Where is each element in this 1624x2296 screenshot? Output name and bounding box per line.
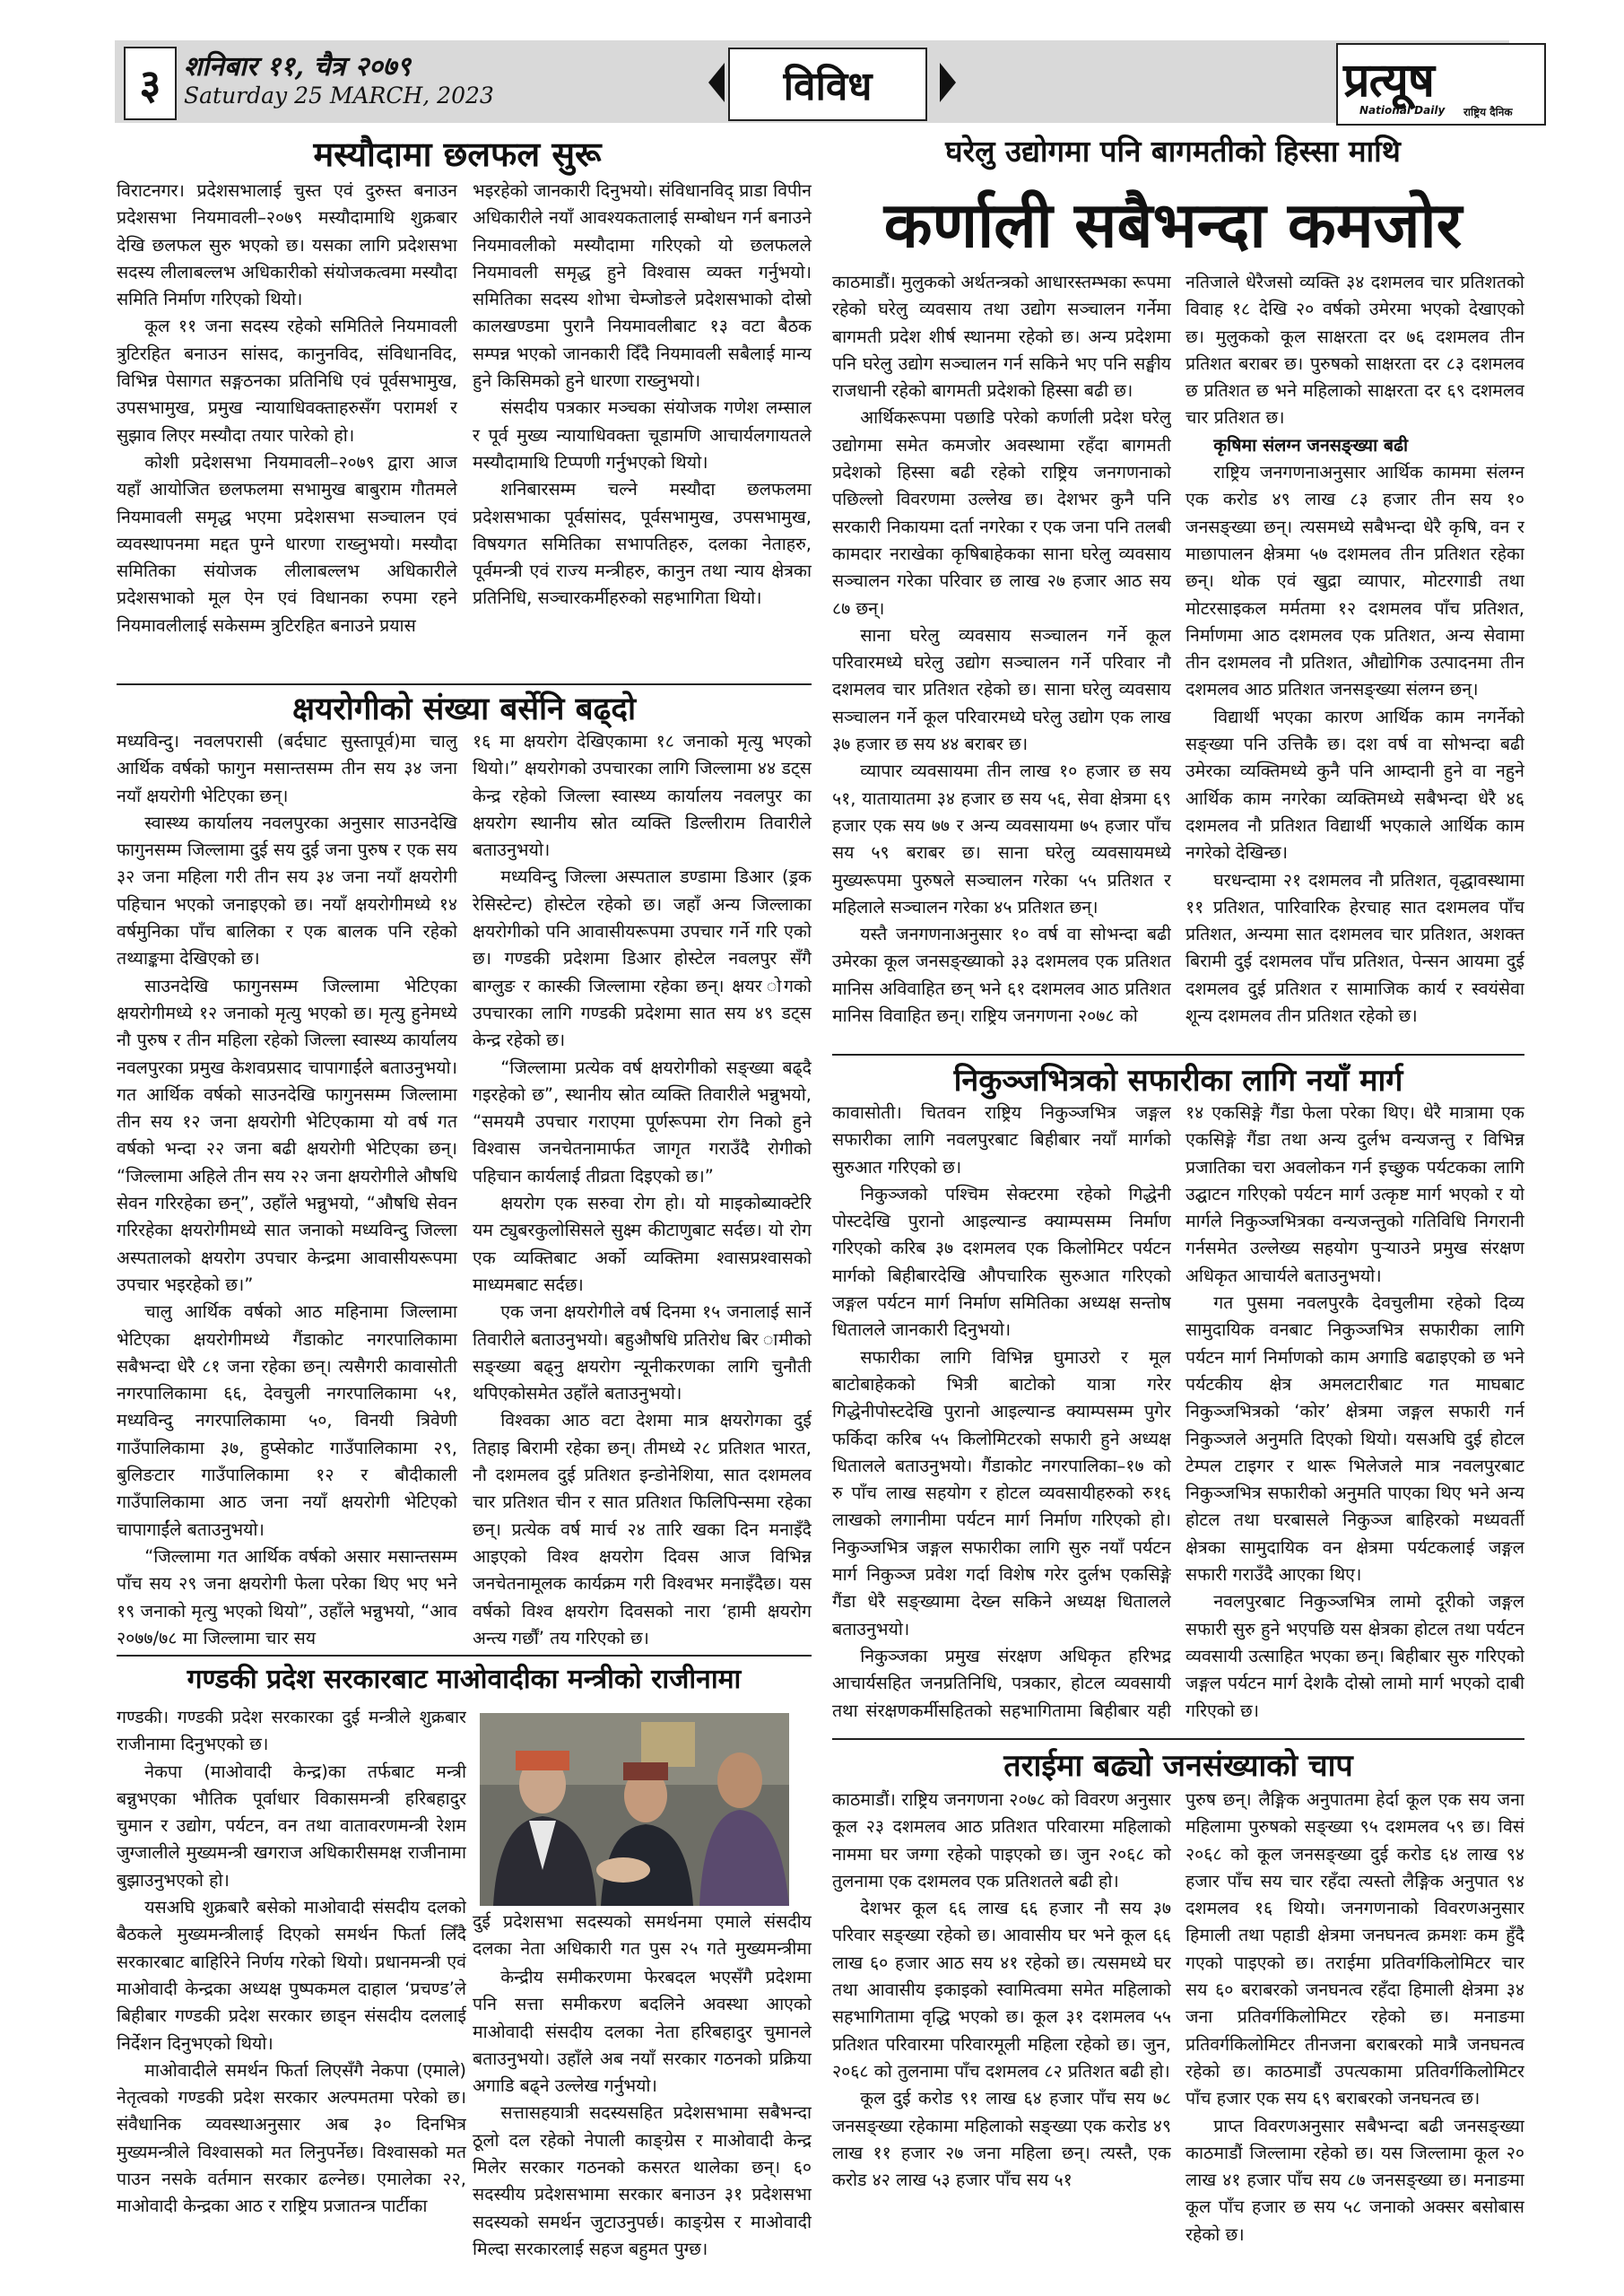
paragraph: घरधन्दामा २१ दशमलव नौ प्रतिशत, वृद्धावस्थामा ११ प्रतिशत, पारिवारिक हेरचाह सात दशमलव पाँच प्रतिशत, अन्यमा सात दशमलव चार प्रतिशत, अशक्त बिरामी दुई दशमलव पाँच प्रतिशत, पेन्सन आयमा दुई दशमलव दुई प्रतिशत र सामाजिक कार्य र स्वयंसेवा शून्य दशमलव तीन प्रतिशत रहेको छ। (1185, 869, 1524, 1027)
a4-col2 (1185, 269, 1524, 1049)
paragraph: निकुञ्जका प्रमुख संरक्षण अधिकृत हरिभद्र आचार्यसहित जनप्रतिनिधि, पत्रकार, होटल व्यवसायी तथा संरक्षणकर्मीसहितको सहभागितामा बिहीबार यही (832, 1645, 1171, 1721)
page-number: ३ (124, 47, 177, 120)
logo-text: प्रत्यूष (1343, 54, 1434, 108)
paragraph: व्यापार व्यवसायमा तीन लाख १० हजार छ सय ५१, यातायातमा ३४ हजार छ सय ५६, सेवा क्षेत्रमा ६९ हजार एक सय ७७ र अन्य व्यवसायमा ७५ हजार पाँच सय ५९ बराबर छ। साना घरेलु व्यवसायमध्ये मुख्यरूपमा पुरुषले सञ्चालन गरेका ५५ प्रतिशत र महिलाले सञ्चालन गरेका ४५ प्रतिशत छन्। (832, 761, 1171, 918)
paragraph: १६ मा क्षयरोग देखिएकामा १८ जनाको मृत्यु भएको थियो।” क्षयरोगको उपचारका लागि जिल्लामा ४४ डट्स केन्द्र रहेको जिल्ला स्वास्थ्य कार्यालय नवलपुर का क्षयरोग स्थानीय स्रोत व्यक्ति डिल्लीराम तिवारीले बताउनुभयो। (473, 731, 812, 861)
paragraph: कावासोती। चितवन राष्ट्रिय निकुञ्जभित्र जङ्गल सफारीका लागि नवलपुरबाट बिहीबार नयाँ मार्गको सुरुआत गरिएको छ। (832, 1102, 1171, 1178)
a6-col1 (832, 1787, 1171, 2278)
paragraph: स्वास्थ्य कार्यालय नवलपुरका अनुसार साउनदेखि फागुनसम्म जिल्लामा दुई सय दुई जना पुरुष र एक सय ३२ जना महिला गरी तीन सय ३४ जना नयाँ क्षयरोगी पहिचान भएको जनाइएको छ। नयाँ क्षयरोगीमध्ये १४ वर्षमुनिका पाँच बालिका र एक बालक पनि रहेको तथ्याङ्कमा देखिएको छ। (117, 812, 457, 970)
paragraph: मध्यविन्दु जिल्ला अस्पताल डण्डामा डिआर (ड्रक रेसिस्टेन्ट) होस्टेल रहेको छ। जहाँ अन्य जिल्लाका क्षयरोगीको पनि आवासीयरूपमा उपचार गर्ने गरि एको छ। गण्डकी प्रदेशमा डिआर होस्टेल नवलपुर सँगै बाग्लुङ र कास्की जिल्लामा रहेका छन्। क्षयर ोगको उपचारका लागि गण्डकी प्रदेशमा सात सय ४९ डट्स केन्द्र रहेको छ। (473, 866, 812, 1051)
divider (832, 1054, 1524, 1056)
a3-headline: गण्डकी प्रदेश सरकारबाट माओवादीका मन्त्रीको राजीनामा (187, 1664, 742, 1695)
paragraph: विराटनगर। प्रदेशसभालाई चुस्त एवं दुरुस्त बनाउन प्रदेशसभा नियमावली–२०७९ मस्यौदामाथि शुक्रबार देखि छलफल सुरु भएको छ। यसका लागि प्रदेशसभा सदस्य लीलाबल्लभ अधिकारीको संयोजकत्वमा मस्यौदा समिति निर्माण गरिएको थियो। (117, 180, 457, 310)
paragraph: सफारीका लागि विभिन्न घुमाउरो र मूल बाटोबाहेकको भित्री बाटोको यात्रा गरेर गिद्धेनीपोस्टदेखि पुरानो आइल्यान्ड क्याम्पसम्म पुगेर फर्किदा करिब ५५ किलोमिटरको सफारी हुने अध्यक्ष धितालले बताउनुभयो। गैंडाकोट नगरपालिका–१७ को रु पाँच लाख सहयोग र होटल व्यवसायीहरुको रु१६ लाखको लगानीमा पर्यटन मार्ग निर्माण गरिएको हो। निकुञ्जभित्र जङ्गल सफारीका लागि सुरु नयाँ पर्यटन मार्ग निकुञ्ज प्रवेश गर्दा विशेष गरेर दुर्लभ एकसिङ्गे गैंडा धेरै सङ्ख्यामा देख्न सकिने अध्यक्ष धितालले बताउनुभयो। (832, 1346, 1171, 1639)
paragraph: सत्तासहयात्री सदस्यसहित प्रदेशसभामा सबैभन्दा ठूलो दल रहेको नेपाली काङ्ग्रेस र माओवादी केन्द्र मिलेर सरकार गठनको कसरत थालेका छन्। ६० सदस्यीय प्रदेशसभामा सरकार बनाउन ३१ प्रदेशसभा सदस्यको समर्थन जुटाउनुपर्छ। काङ्ग्रेस र माओवादी मिल्दा सरकारलाई सहज बहुमत पुग्छ। (473, 2102, 812, 2259)
paragraph: राष्ट्रिय जनगणनाअनुसार आर्थिक काममा संलग्न एक करोड ४९ लाख ८३ हजार तीन सय १० जनसङ्ख्या छन्। त्यसमध्ये सबैभन्दा धेरै कृषि, वन र माछापालन क्षेत्रमा ५७ दशमलव तीन प्रतिशत रहेका छन्। थोक एवं खुद्रा व्यापार, मोटरगाडी तथा मोटरसाइकल मर्मतमा १२ दशमलव पाँच प्रतिशत, निर्माणमा आठ दशमलव एक प्रतिशत, अन्य सेवामा तीन दशमलव नौ प्रतिशत, औद्योगिक उत्पादनमा तीन दशमलव आठ प्रतिशत जनसङ्ख्या संलग्न छन्। (1185, 462, 1524, 700)
paragraph: नवलपुरबाट निकुञ्जभित्र लामो दूरीको जङ्गल सफारी सुरु हुने भएपछि यस क्षेत्रका होटल तथा पर्यटन व्यवसायी उत्साहित भएका छन्। बिहीबार सुरु गरिएको जङ्गल पर्यटन मार्ग देशकै दोस्रो लामो मार्ग भएको दाबी गरिएको छ। (1185, 1591, 1524, 1721)
subheading: कृषिमा संलग्न जनसङ्ख्या बढी (1213, 434, 1409, 456)
a6-headline: तराईमा बढ्यो जनसंख्याको चाप (1003, 1748, 1353, 1784)
caption-text: दुई प्रदेशसभा सदस्यको समर्थनमा एमाले संसदीय दलका नेता अधिकारी गत पुस २५ गते मुख्यमन्त्रीमा (473, 1911, 812, 1960)
paragraph: यसअघि शुक्रबारै बसेको माओवादी संसदीय दलको बैठकले मुख्यमन्त्रीलाई दिएको समर्थन फिर्ता लिँदै सरकारबाट बाहिरिने निर्णय गरेको थियो। प्रधानमन्त्री एवं माओवादी केन्द्रका अध्यक्ष पुष्पकमल दाहाल ‘प्रचण्ड’ले बिहीबार गण्डकी प्रदेश सरकार छाड्न संसदीय दललाई निर्देशन दिनुभएको थियो। (117, 1897, 466, 2054)
paragraph: प्राप्त विवरणअनुसार सबैभन्दा बढी जनसङ्ख्या काठमाडौं जिल्लामा रहेको छ। यस जिल्लामा कूल २० लाख ४१ हजार पाँच सय ८७ जनसङ्ख्या छ। मनाङमा कूल पाँच हजार छ सय ५८ जनाको अक्सर बसोबास रहेको छ। (1185, 2115, 1524, 2245)
divider (117, 1655, 812, 1657)
a4-headline: कर्णाली सबैभन्दा कमजोर (883, 188, 1463, 262)
a2-col2 (473, 728, 812, 1649)
divider (832, 1738, 1524, 1740)
paragraph: “जिल्लामा गत आर्थिक वर्षको असार मसान्तसम्म पाँच सय २९ जना क्षयरोगी फेला परेका थिए भए भने १९ जनाको मृत्यु भएको थियो”, उहाँले भन्नुभयो, “आव २०७७/७८ मा जिल्लामा चार सय (117, 1545, 457, 1648)
paragraph: कोशी प्रदेशसभा नियमावली–२०७९ द्वारा आज यहाँ आयोजित छलफलमा सभामुख बाबुराम गौतमले नियमावली समृद्ध भएमा प्रदेशसभा सञ्चालन एवं व्यवस्थापनमा मद्दत पुग्ने धारणा राख्नुभयो। मस्यौदा समितिका संयोजक लीलाबल्लभ अधिकारीले प्रदेशसभाको मूल ऐन एवं विधानका रुपमा रहने नियमावलीलाई सकेसम्म त्रुटिरहित बनाउने प्रयास (117, 451, 457, 636)
divider (117, 683, 812, 685)
paragraph: काठमाडौं। राष्ट्रिय जनगणना २०७८ को विवरण अनुसार कूल २३ दशमलव आठ प्रतिशत परिवारमा महिलाको नाममा घर जग्गा रहेको पाइएको छ। जुन २०६८ को तुलनामा एक दशमलव एक प्रतिशतले बढी हो। (832, 1789, 1171, 1892)
paragraph: माओवादीले समर्थन फिर्ता लिएसँगै नेकपा (एमाले) नेतृत्वको गण्डकी प्रदेश सरकार अल्पमतमा परेको छ। संवैधानिक व्यवस्थाअनुसार अब ३० दिनभित्र मुख्यमन्त्रीले विश्वासको मत लिनुपर्नेछ। विश्वासको मत पाउन नसके वर्तमान सरकार ढल्नेछ। एमालेका २२, माओवादी केन्द्रका आठ र राष्ट्रिय प्रजातन्त्र पार्टीका (117, 2059, 466, 2217)
triangle-left-icon (708, 63, 725, 102)
a4-col1 (832, 269, 1171, 1049)
paragraph: कूल ११ जना सदस्य रहेको समितिले नियमावली त्रुटिरहित बनाउन सांसद, कानुनविद, संविधानविद, विभिन्न पेसागत सङ्गठनका प्रतिनिधि एवं पूर्वसभामुख, उपसभामुख, प्रमुख न्यायाधिवक्ताहरुसँग परामर्श र सुझाव लिएर मस्यौदा तयार पारेको हो। (117, 316, 457, 446)
paragraph: भइरहेको जानकारी दिनुभयो। संविधानविद् प्राडा विपीन अधिकारीले नयाँ आवश्यकतालाई सम्बोधन गर्न बनाउने नियमावलीको मस्यौदामा गरिएको यो छलफलले नियमावली समृद्ध हुने विश्वास व्यक्त गर्नुभयो। समितिका सदस्य शोभा चेम्जोङले प्रदेशसभाको दोस्रो कालखण्डमा पुरानै नियमावलीबाट १३ वटा बैठक सम्पन्न भएको जानकारी दिँदै नियमावली सबैलाई मान्य हुने किसिमको हुने धारणा राख्नुभयो। (473, 180, 812, 392)
a2-col1 (117, 728, 457, 1649)
paragraph: केन्द्रीय समीकरणमा फेरबदल भएसँगै प्रदेशमा पनि सत्ता समीकरण बदलिने अवस्था आएको माओवादी संसदीय दलका नेता हरिबहादुर चुमानले बताउनुभयो। उहाँले अब नयाँ सरकार गठनको प्रक्रिया अगाडि बढ्ने उल्लेख गर्नुभयो। (473, 1967, 812, 2097)
logo-sub-english: National Daily (1359, 104, 1446, 117)
paragraph: “जिल्लामा प्रत्येक वर्ष क्षयरोगीको सङ्ख्या बढ्दै गइरहेको छ”, स्थानीय स्रोत व्यक्ति तिवारीले भन्नुभयो, “समयमै उपचार गराएमा पूर्णरूपमा रोग निको हुने विश्वास जनचेतनामार्फत जागृत गराउँदै रोगीको पहिचान कार्यलाई तीव्रता दिइएको छ।” (473, 1057, 812, 1187)
a6-col2 (1185, 1787, 1524, 2278)
paragraph: पुरुष छन्। लैङ्गिक अनुपातमा हेर्दा कूल एक सय जना महिलामा पुरुषको सङ्ख्या ९५ दशमलव ५९ छ। विसं २०६८ को कूल जनसङ्ख्या दुई करोड ६४ लाख ९४ हजार पाँच सय चार रहँदा त्यस्तो लैङ्गिक अनुपात ९४ दशमलव १६ थियो। जनगणनाको विवरणअनुसार हिमाली तथा पहाडी क्षेत्रमा जनघनत्व क्रमशः कम हुँदै गएको पाइएको छ। तराईमा प्रतिवर्गकिलोमिटर चार सय ६० बराबरको जनघनत्व रहँदा हिमाली क्षेत्रमा ३४ जना प्रतिवर्गकिलोमिटर रहेको छ। मनाङमा प्रतिवर्गकिलोमिटर तीनजना बराबरको मात्रै जनघनत्व रहेको छ। काठमाडौं उपत्यकामा प्रतिवर्गकिलोमिटर पाँच हजार एक सय ६९ बराबरको जनघनत्व छ। (1185, 1789, 1524, 2109)
news-photo (480, 1713, 789, 1906)
a1-col2 (473, 178, 812, 680)
photo-illustration (480, 1713, 789, 1906)
a3-col1 (117, 1704, 466, 2278)
photo-caption (473, 1909, 812, 1964)
date-nepali: शनिबार ११, चैत्र २०७९ (184, 51, 411, 83)
paragraph: शनिबारसम्म चल्ने मस्यौदा छलफलमा प्रदेशसभाका पूर्वसांसद, पूर्वसभामुख, उपसभामुख, विषयगत समितिका सभापतिहरु, दलका नेताहरु, पूर्वमन्त्री एवं राज्य मन्त्रीहरु, कानुन तथा न्याय क्षेत्रका प्रतिनिधि, सञ्चारकर्मीहरुको सहभागिता थियो। (473, 479, 812, 609)
a1-col1 (117, 178, 457, 680)
a1-headline: मस्यौदामा छलफल सुरू (313, 135, 602, 174)
paragraph: आर्थिकरूपमा पछाडि परेको कर्णाली प्रदेश घरेलु उद्योगमा समेत कमजोर अवस्थामा रहँदा बागमती प्रदेशको हिस्सा बढी रहेको राष्ट्रिय जनगणनाको पछिल्लो विवरणमा उल्लेख छ। देशभर कुनै पनि सरकारी निकायमा दर्ता नगरेका र एक जना पनि तलबी कामदार नराखेका कृषिबाहेकका साना घरेलु व्यवसाय सञ्चालन गरेका परिवार छ लाख २७ हजार आठ सय ८७ छन्। (832, 407, 1171, 619)
triangle-right-icon (940, 63, 956, 102)
paragraph: कूल दुई करोड ९१ लाख ६४ हजार पाँच सय ७८ जनसङ्ख्या रहेकामा महिलाको सङ्ख्या एक करोड ४९ लाख ११ हजार २७ जना महिला छन्। त्यस्तै, एक करोड ४२ लाख ५३ हजार पाँच सय ५१ (832, 2088, 1171, 2191)
paragraph: एक जना क्षयरोगीले वर्ष दिनमा १५ जनालाई सार्ने तिवारीले बताउनुभयो। बहुऔषधि प्रतिरोध बिर ामीको सङ्ख्या बढ्नु क्षयरोग न्यूनीकरणका लागि चुनौती थपिएकोसमेत उहाँले बताउनुभयो। (473, 1301, 812, 1405)
date-english: Saturday 25 MARCH, 2023 (184, 83, 494, 109)
paragraph: गण्डकी। गण्डकी प्रदेश सरकारका दुई मन्त्रीले शुक्रबार राजीनामा दिनुभएको छ। (117, 1707, 466, 1755)
paragraph: नेकपा (माओवादी केन्द्र)का तर्फबाट मन्त्री बन्नुभएका भौतिक पूर्वाधार विकासमन्त्री हरिबहादुर चुमान र उद्योग, पर्यटन, वन तथा वातावरणमन्त्री रेशम जुग्जालीले मुख्यमन्त्री खगराज अधिकारीसमक्ष राजीनामा बुझाउनुभएको हो। (117, 1761, 466, 1891)
paragraph: क्षयरोग एक सरुवा रोग हो। यो माइकोब्याक्टेरि यम ट्युबरकुलोसिसले सुक्ष्म कीटाणुबाट सर्दछ। यो रोग एक व्यक्तिबाट अर्को व्यक्तिमा श्वासप्रश्वासको माध्यमबाट सर्दछ। (473, 1193, 812, 1295)
a5-headline: निकुञ्जभित्रको सफारीका लागि नयाँ मार्ग (953, 1063, 1403, 1099)
paragraph: साना घरेलु व्यवसाय सञ्चालन गर्ने कूल परिवारमध्ये घरेलु उद्योग सञ्चालन गर्ने परिवार नौ दशमलव चार प्रतिशत रहेको छ। साना घरेलु व्यवसाय सञ्चालन गर्ने कूल परिवारमध्ये घरेलु उद्योग एक लाख ३७ हजार छ सय ४४ बराबर छ। (832, 624, 1171, 755)
paragraph: निकुञ्जको पश्चिम सेक्टरमा रहेको गिद्धेनी पोस्टदेखि पुरानो आइल्यान्ड क्याम्पसम्म निर्माण गरिएको करिब ३७ दशमलव एक किलोमिटर पर्यटन मार्गको बिहीबारदेखि औपचारिक सुरुआत गरिएको जङ्गल पर्यटन मार्ग निर्माण समितिका अध्यक्ष सन्तोष धिताललेे जानकारी दिनुभयो। (832, 1183, 1171, 1341)
a3-col2 (473, 1964, 812, 2278)
a5-col2 (1185, 1100, 1524, 1727)
masthead-logo (1336, 43, 1546, 126)
paragraph: काठमाडौं। मुलुकको अर्थतन्त्रको आधारस्तम्भका रूपमा रहेको घरेलु व्यवसाय तथा उद्योग सञ्चालन गर्नेमा बागमती प्रदेश शीर्ष स्थानमा रहेको छ। अन्य प्रदेशमा पनि घरेलु उद्योग सञ्चालन गर्न सकिने भए पनि सङ्घीय राजधानी रहेको बागमती प्रदेशको हिस्सा बढी छ। (832, 272, 1171, 402)
section-title: विविध (728, 48, 927, 121)
logo-sub-nepali: राष्ट्रिय दैनिक (1463, 106, 1513, 118)
a4-kicker: घरेलु उद्योगमा पनि बागमतीको हिस्सा माथि (945, 134, 1401, 169)
paragraph: चालु आर्थिक वर्षको आठ महिनामा जिल्लामा भेटिएका क्षयरोगीमध्ये गैंडाकोट नगरपालिकामा सबैभन्दा धेरै ८१ जना रहेका छन्। त्यसैगरी कावासोती नगरपालिकामा ६६, देवचुली नगरपालिकामा ५१, मध्यविन्दु नगरपालिकामा ५०, विनयी त्रिवेणी गाउँपालिकामा ३७, हुप्सेकोट गाउँपालिकामा २९, बुलिङटार गाउँपालिकामा १२ र बौदीकाली गाउँपालिकामा आठ जना नयाँ क्षयरोगी भेटिएको चापागाईंले बताउनुभयो। (117, 1301, 457, 1540)
paragraph: साउनदेखि फागुनसम्म जिल्लामा भेटिएका क्षयरोगीमध्ये १२ जनाको मृत्यु भएको छ। मृत्यु हुनेमध्ये नौ पुरुष र तीन महिला रहेको जिल्ला स्वास्थ्य कार्यालय नवलपुरका प्रमुख केशवप्रसाद चापागाईंले बताउनुभयो। गत आर्थिक वर्षको साउनदेखि फागुनसम्म जिल्लामा तीन सय १२ जना क्षयरोगी भेटिएकामा यो वर्ष गत वर्षको भन्दा २२ जना बढी क्षयरोगी भेटिएका छन्। “जिल्लामा अहिले तीन सय २२ जना क्षयरोगीले औषधि सेवन गरिरहेका छन्”, उहाँले भन्नुभयो, “औषधि सेवन गरिरहेका क्षयरोगीमध्ये सात जनाको मध्यविन्दु जिल्ला अस्पतालको क्षयरोग उपचार केन्द्रमा आवासीयरूपमा उपचार भइरहेको छ।” (117, 975, 457, 1295)
paragraph: गत पुसमा नवलपुरकै देवचुलीमा रहेको दिव्य सामुदायिक वनबाट निकुञ्जभित्र सफारीका लागि पर्यटन मार्ग निर्माणको काम अगाडि बढाइएको छ भने पर्यटकीय क्षेत्र अमलटारीबाट गत माघबाट निकुञ्जभित्रको ‘कोर’ क्षेत्रमा जङ्गल सफारी गर्न निकुञ्जले अनुमति दिएको थियो। यसअघि दुई होटल टेम्पल टाइगर र थारू भिलेजले मात्र नवलपुरबाट निकुञ्जभित्र सफारीको अनुमति पाएका थिए भने अन्य होटल तथा घरबासले निकुञ्ज बाहिरको मध्यवर्ती क्षेत्रका सामुदायिक वन क्षेत्रमा पर्यटकलाई जङ्गल सफारी गराउँदै आएका थिए। (1185, 1292, 1524, 1586)
paragraph: विश्वका आठ वटा देशमा मात्र क्षयरोगका दुई तिहाइ बिरामी रहेका छन्। तीमध्ये २८ प्रतिशत भारत, नौ दशमलव दुई प्रतिशत इन्डोनेशिया, सात दशमलव चार प्रतिशत चीन र सात प्रतिशत फिलिपिन्समा रहेका छन्। प्रत्येक वर्ष मार्च २४ तारि खका दिन मनाइँदै आइएको विश्व क्षयरोग दिवस आज विभिन्न जनचेतनामूलक कार्यक्रम गरी विश्वभर मनाइँदैछ। यस वर्षको विश्व क्षयरोग दिवसको नारा ‘हामी क्षयरोग अन्त्य गर्छौं’ तय गरिएको छ। (473, 1410, 812, 1648)
paragraph: विद्यार्थी भएका कारण आर्थिक काम नगर्नेको सङ्ख्या पनि उत्तिकै छ। दश वर्ष वा सोभन्दा बढी उमेरका व्यक्तिमध्ये कुनै पनि आम्दानी हुने वा नहुने आर्थिक काम नगरेका व्यक्तिमध्ये सबैभन्दा धेरै ४६ दशमलव नौ प्रतिशत विद्यार्थी भएकाले आर्थिक काम नगरेको देखिन्छ। (1185, 706, 1524, 864)
a2-headline: क्षयरोगीको संख्या बर्सेनि बढ्दो (291, 691, 637, 727)
paragraph: १४ एकसिङ्गे गैंडा फेला परेका थिए। धेरै मात्रामा एक एकसिङ्गे गैंडा तथा अन्य दुर्लभ वन्यजन्तु र विभिन्न प्रजातिका चरा अवलोकन गर्न इच्छुक पर्यटकका लागि उद्घाटन गरिएको पर्यटन मार्ग उत्कृष्ट मार्ग भएको र यो मार्गले निकुञ्जभित्रका वन्यजन्तुको गतिविधि निगरानी गर्नसमेत उल्लेख्य सहयोग पुऱ्याउने प्रमुख संरक्षण अधिकृत आचार्यले बताउनुभयो। (1185, 1102, 1524, 1286)
paragraph: मध्यविन्दु। नवलपरासी (बर्दघाट सुस्तापूर्व)मा चालु आर्थिक वर्षको फागुन मसान्तसम्म तीन सय ३४ जना नयाँ क्षयरोगी भेटिएका छन्। (117, 731, 457, 806)
a5-col1 (832, 1100, 1171, 1727)
paragraph: यस्तै जनगणनाअनुसार १० वर्ष वा सोभन्दा बढी उमेरका कूल जनसङ्ख्याको ३३ दशमलव एक प्रतिशत मानिस अविवाहित छन् भने ६१ दशमलव आठ प्रतिशत मानिस विवाहित छन्। राष्ट्रिय जनगणना २०७८ को (832, 924, 1171, 1027)
paragraph: देशभर कूल ६६ लाख ६६ हजार नौ सय ३७ परिवार सङ्ख्या रहेको छ। आवासीय घर भने कूल ६६ लाख ६० हजार आठ सय ४१ रहेको छ। त्यसमध्ये घर तथा आवासीय इकाइको स्वामित्वमा समेत महिलाको सहभागितामा वृद्धि भएको छ। कूल ३१ दशमलव ५५ प्रतिशत परिवारमा परिवारमूली महिला रहेको छ। जुन, २०६८ को तुलनामा पाँच दशमलव ८२ प्रतिशत बढी हो। (832, 1898, 1171, 2082)
paragraph: संसदीय पत्रकार मञ्चका संयोजक गणेश लम्साल र पूर्व मुख्य न्यायाधिवक्ता चूडामणि आचार्यलगायतले मस्यौदामाथि टिप्पणी गर्नुभएको थियो। (473, 397, 812, 473)
paragraph: नतिजाले धेरैजसो व्यक्ति ३४ दशमलव चार प्रतिशतको विवाह १८ देखि २० वर्षको उमेरमा भएको देखाएको छ। मुलुकको कूल साक्षरता दर ७६ दशमलव तीन प्रतिशत बराबर छ। पुरुषको साक्षरता दर ८३ दशमलव छ प्रतिशत छ भने महिलाको साक्षरता दर ६९ दशमलव चार प्रतिशत छ। (1185, 272, 1524, 429)
